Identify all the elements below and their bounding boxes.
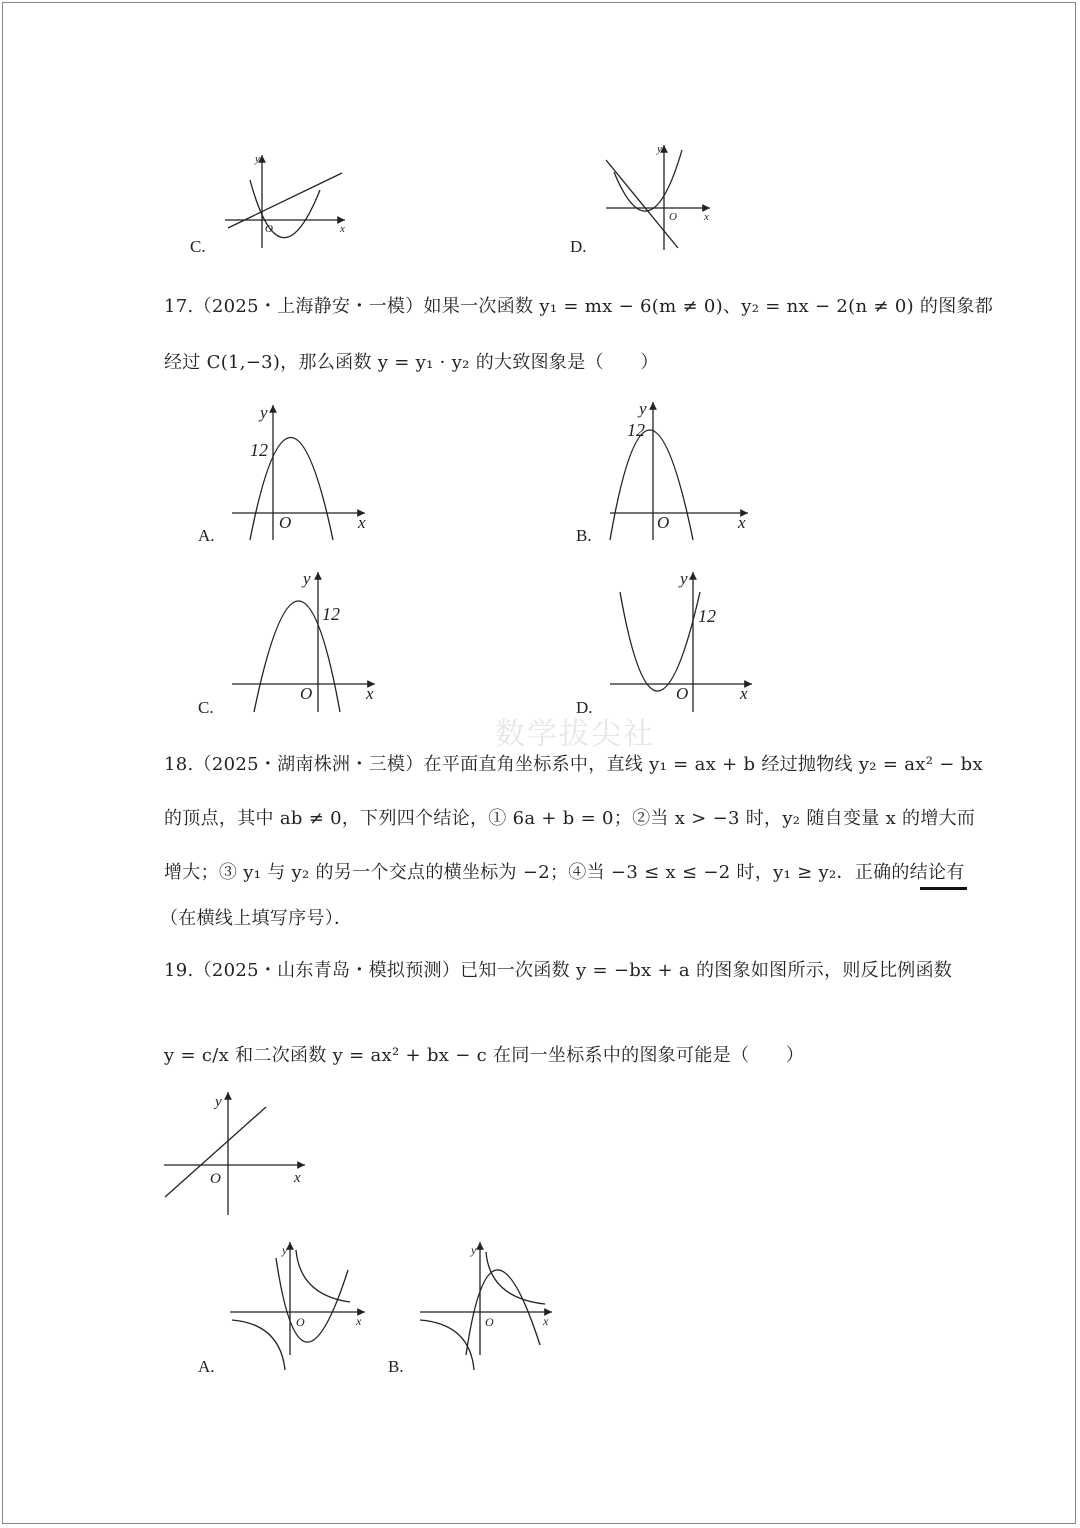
q17-text-line1: 17.（2025・上海静安・一模）如果一次函数 y₁ = mx − 6(m ≠ 0)、y₂ = nx − 2(n ≠ 0) 的图象都 — [164, 296, 994, 317]
q19-graph-b[interactable] — [420, 1242, 552, 1370]
q19-text-line2: y = c/x 和二次函数 y = ax² + bx − c 在同一坐标系中的图象可能是（ ） — [164, 1045, 805, 1066]
origin-label: O — [676, 684, 689, 703]
q19-option-a[interactable]: A. — [198, 1357, 215, 1376]
q16-graph-c[interactable] — [225, 153, 345, 248]
x-axis-label: x — [543, 1314, 549, 1328]
intercept-label: 12 — [322, 604, 340, 624]
origin-label: O — [210, 1171, 221, 1187]
y-axis-label: y — [639, 399, 647, 418]
q17-option-d[interactable]: D. — [576, 698, 593, 717]
q19-option-b[interactable]: B. — [388, 1357, 404, 1376]
origin-label: O — [296, 1315, 305, 1329]
q17-graph-c[interactable] — [232, 569, 375, 712]
origin-label: O — [669, 211, 677, 223]
x-axis-label: x — [356, 1314, 362, 1328]
x-axis-label: x — [740, 684, 748, 703]
intercept-label: 12 — [250, 440, 268, 460]
intercept-label: 12 — [627, 420, 645, 440]
q18-text-line3: 增大；③ y₁ 与 y₂ 的另一个交点的横坐标为 −2；④当 −3 ≤ x ≤ −2 时，y₁ ≥ y₂．正确的结论有 — [164, 862, 965, 883]
x-axis-label: x — [366, 684, 374, 703]
q18-text-line2: 的顶点，其中 ab ≠ 0，下列四个结论，① 6a + b = 0；②当 x > −3 时，y₂ 随自变量 x 的增大而 — [164, 808, 976, 829]
q17-graph-d[interactable] — [610, 569, 752, 712]
intercept-label: 12 — [698, 606, 716, 626]
x-axis-label: x — [358, 513, 366, 532]
y-axis-label: y — [471, 1243, 477, 1257]
y-axis-label: y — [282, 1243, 288, 1257]
x-axis-label: x — [738, 513, 746, 532]
q18-text-line1: 18.（2025・湖南株洲・三模）在平面直角坐标系中，直线 y₁ = ax + b 经过抛物线 y₂ = ax² − bx — [164, 754, 983, 775]
y-axis-label: y — [255, 153, 260, 165]
q17-text-line2: 经过 C(1,−3)，那么函数 y = y₁ · y₂ 的大致图象是（ ） — [164, 352, 659, 373]
origin-label: O — [485, 1315, 494, 1329]
x-axis-label: x — [340, 223, 345, 235]
origin-label: O — [300, 684, 313, 703]
y-axis-label: y — [657, 143, 662, 155]
y-axis-label: y — [260, 403, 268, 422]
y-axis-label: y — [303, 569, 311, 588]
origin-label: O — [279, 513, 292, 532]
q16-option-c[interactable]: C. — [190, 237, 206, 256]
q16-option-d[interactable]: D. — [570, 237, 587, 256]
x-axis-label: x — [294, 1170, 301, 1186]
q19-text-line1: 19.（2025・山东青岛・模拟预测）已知一次函数 y = −bx + a 的图象如图所示，则反比例函数 — [164, 960, 953, 981]
q17-graph-b[interactable] — [610, 399, 748, 540]
origin-label: O — [657, 513, 670, 532]
q17-option-a[interactable]: A. — [198, 526, 215, 545]
q17-option-b[interactable]: B. — [576, 526, 592, 545]
q18-text-line4: （在横线上填写序号）． — [160, 908, 353, 929]
q17-graph-a[interactable] — [232, 403, 366, 540]
origin-label: O — [265, 223, 273, 235]
x-axis-label: x — [704, 211, 709, 223]
q16-graph-d[interactable] — [606, 143, 710, 250]
y-axis-label: y — [215, 1094, 222, 1110]
q19-graph-a[interactable] — [230, 1242, 365, 1370]
q19-line-graph — [164, 1092, 305, 1215]
watermark: 数学拔尖社 — [495, 717, 655, 752]
q17-option-c[interactable]: C. — [198, 698, 214, 717]
y-axis-label: y — [680, 569, 688, 588]
